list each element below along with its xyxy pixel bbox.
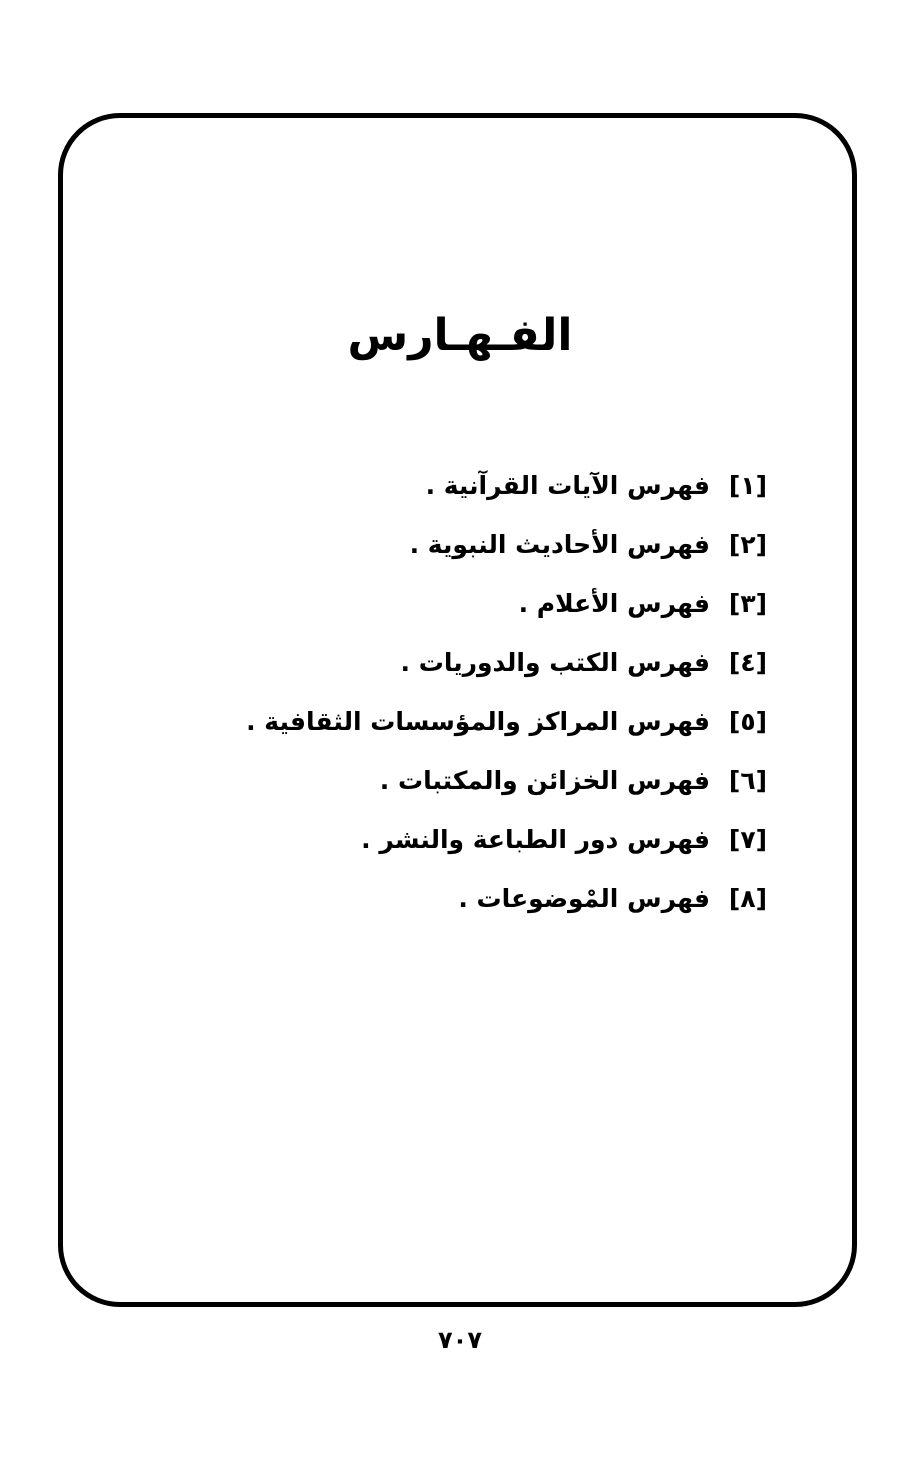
item-label: فهرس الخزائن والمكتبات . — [379, 766, 710, 795]
list-item — [180, 515, 772, 574]
item-number: [٤] — [728, 648, 768, 677]
list-item — [180, 751, 772, 810]
item-label: فهرس المراكز والمؤسسات الثقافية . — [246, 707, 710, 736]
item-label: فهرس الكتب والدوريات . — [400, 648, 710, 677]
item-number: [٢] — [728, 530, 768, 559]
index-list — [180, 456, 772, 928]
item-label: فهرس الآيات القرآنية . — [425, 471, 710, 500]
list-item — [180, 633, 772, 692]
item-number: [٥] — [728, 707, 768, 736]
list-item — [180, 810, 772, 869]
item-number: [٨] — [728, 884, 768, 913]
page-number: ٧٠٧ — [438, 1326, 482, 1354]
item-label: فهرس المْوضوعات . — [458, 884, 710, 913]
item-number: [٣] — [728, 589, 768, 618]
item-label: فهرس دور الطباعة والنشر . — [361, 825, 710, 854]
item-number: [١] — [728, 471, 768, 500]
list-item — [180, 574, 772, 633]
list-item — [180, 692, 772, 751]
item-label: فهرس الأعلام . — [518, 589, 710, 618]
item-number: [٦] — [728, 766, 768, 795]
list-item — [180, 456, 772, 515]
item-label: فهرس الأحاديث النبوية . — [409, 530, 710, 559]
item-number: [٧] — [728, 825, 768, 854]
list-item — [180, 869, 772, 928]
page-title: الفـهـارس — [347, 310, 573, 361]
